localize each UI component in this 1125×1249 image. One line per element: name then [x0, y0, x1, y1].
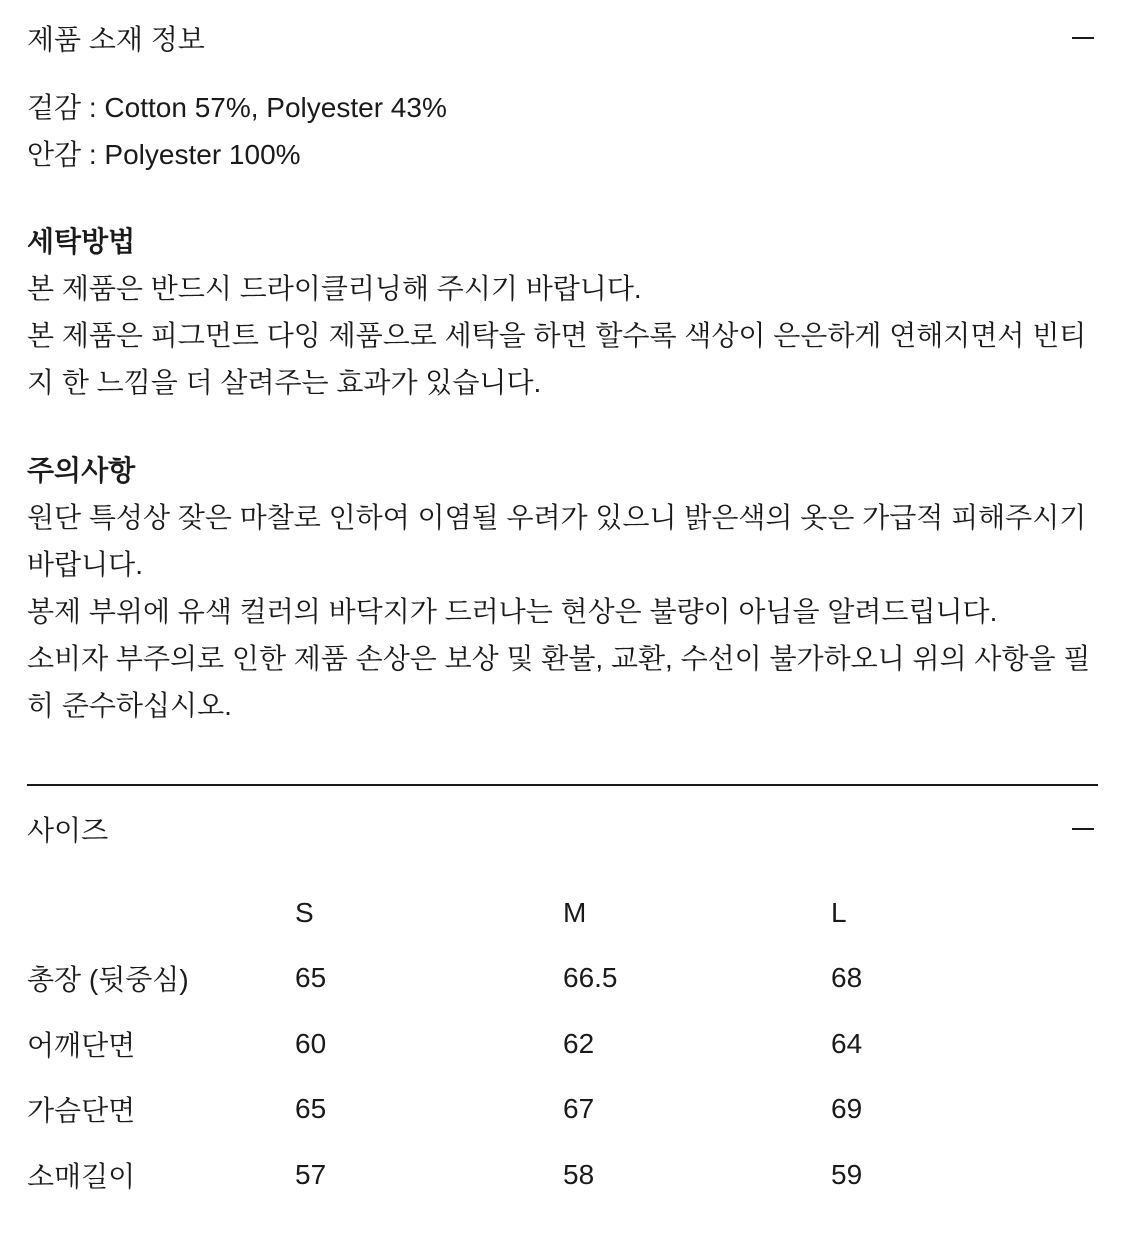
minus-icon — [1072, 37, 1094, 39]
size-table — [27, 880, 1099, 1208]
washing-title: 세탁방법 — [27, 226, 136, 257]
caution-title: 주의사항 — [27, 455, 136, 486]
size-section-header[interactable] — [27, 809, 1098, 849]
collapse-button[interactable] — [1068, 814, 1098, 844]
cell: 60 — [295, 1027, 327, 1059]
column-header: L — [831, 896, 847, 928]
row-label: 소매길이 — [27, 1160, 136, 1192]
size-section-title: 사이즈 — [27, 815, 109, 846]
cell: 67 — [563, 1093, 595, 1125]
caution-line: 봉제 부위에 유색 컬러의 바닥지가 드러나는 현상은 불량이 아님을 알려드립니다. — [27, 596, 998, 627]
table-row — [27, 946, 1099, 1012]
minus-icon — [1072, 828, 1094, 830]
cell: 58 — [563, 1158, 595, 1190]
row-label: 총장 (뒷중심) — [27, 964, 189, 996]
cell: 62 — [563, 1027, 595, 1059]
cell: 59 — [831, 1158, 863, 1190]
washing-section — [27, 218, 1097, 406]
cell: 65 — [295, 1093, 327, 1125]
material-section-title: 제품 소재 정보 — [27, 24, 205, 55]
cell: 66.5 — [563, 962, 618, 994]
material-section-header[interactable] — [27, 18, 1098, 58]
washing-line: 본 제품은 피그먼트 다잉 제품으로 세탁을 하면 할수록 색상이 은은하게 연해지면서 빈티지 한 느낌을 더 살려주는 효과가 있습니다. — [27, 320, 1087, 398]
table-row — [27, 1011, 1099, 1077]
table-header-row — [27, 880, 1099, 946]
cell: 64 — [831, 1027, 863, 1059]
section-divider — [27, 784, 1098, 786]
row-label: 어깨단면 — [27, 1029, 136, 1061]
cell: 69 — [831, 1093, 863, 1125]
column-header: M — [563, 896, 587, 928]
outer-material: 겉감 : Cotton 57%, Polyester 43% — [27, 92, 447, 123]
caution-section — [27, 447, 1097, 729]
table-row — [27, 1142, 1099, 1208]
material-composition — [27, 84, 1097, 178]
collapse-button[interactable] — [1068, 23, 1098, 53]
caution-line: 소비자 부주의로 인한 제품 손상은 보상 및 환불, 교환, 수선이 불가하오니 위의 사항을 필히 준수하십시오. — [27, 643, 1091, 721]
lining-material: 안감 : Polyester 100% — [27, 139, 301, 170]
column-header: S — [295, 896, 314, 928]
table-row — [27, 1077, 1099, 1143]
washing-line: 본 제품은 반드시 드라이클리닝해 주시기 바랍니다. — [27, 273, 642, 304]
cell: 57 — [295, 1158, 327, 1190]
caution-line: 원단 특성상 잦은 마찰로 인하여 이염될 우려가 있으니 밝은색의 옷은 가급적 피해주시기 바랍니다. — [27, 502, 1087, 580]
row-label: 가슴단면 — [27, 1095, 136, 1127]
cell: 65 — [295, 962, 327, 994]
cell: 68 — [831, 962, 863, 994]
